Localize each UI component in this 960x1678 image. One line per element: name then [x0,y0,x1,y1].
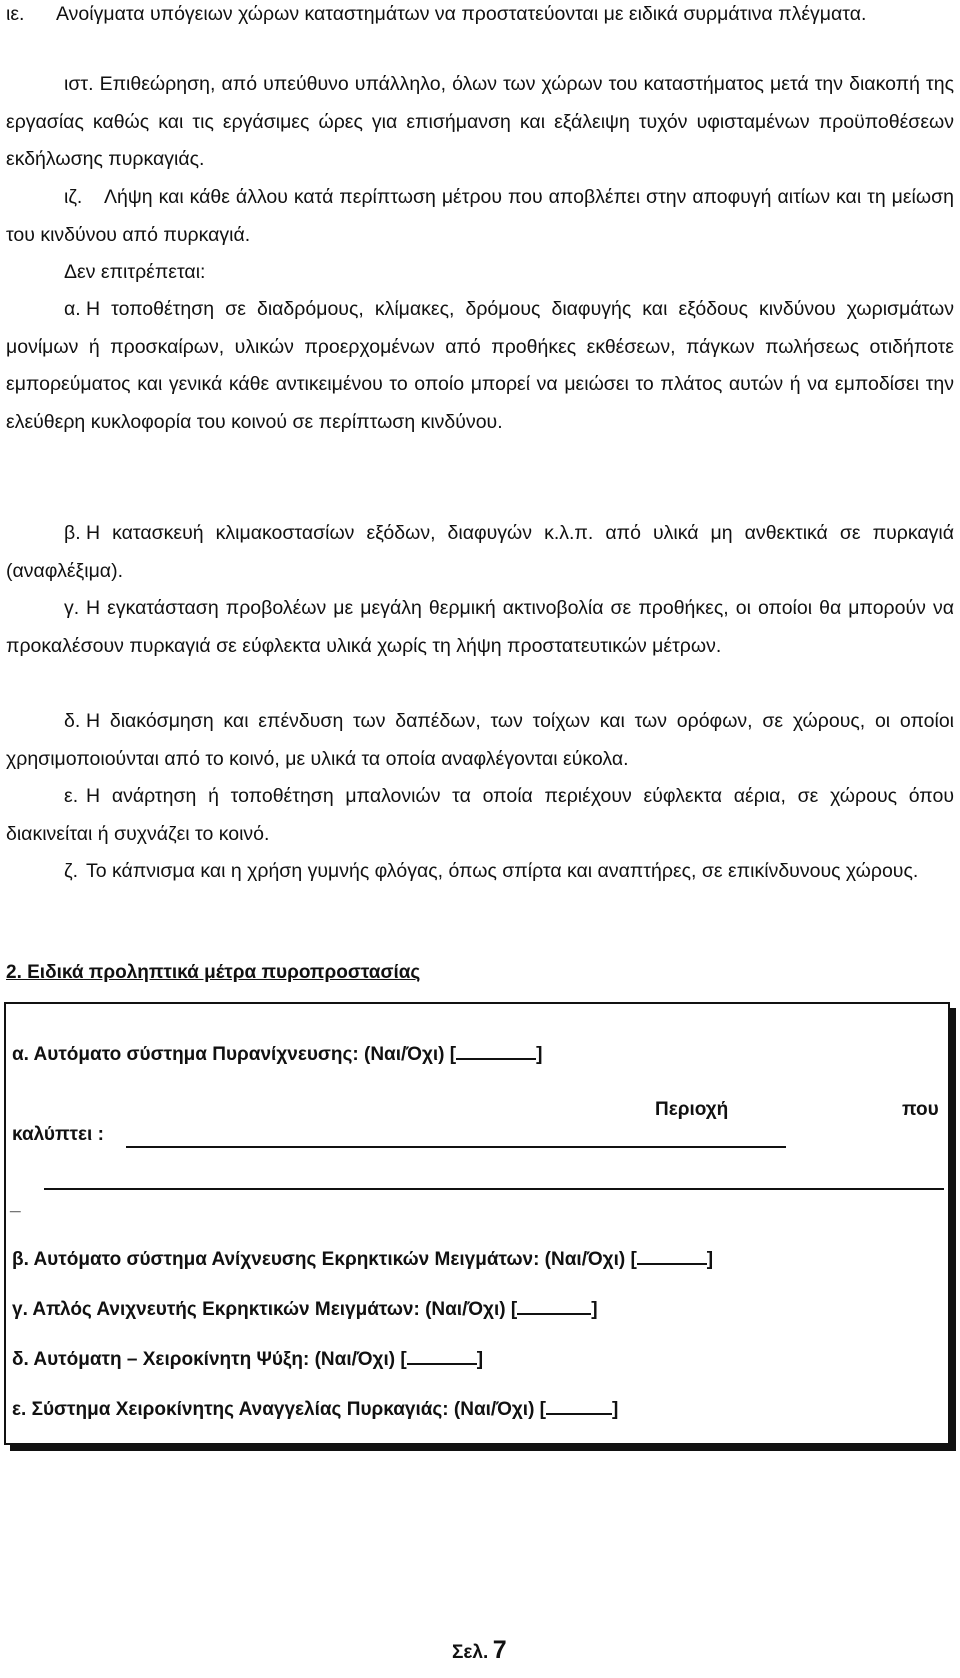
prohibition-b [6,515,954,590]
item-label: ιζ. [64,186,83,208]
item-text: Η τοποθέτηση σε διαδρόμους, κλίμακες, δρόμους διαφυγής και εξόδους κινδύνου χωρισμάτων μονίμων ή προσκαίρων, υλικών προερχομένων από προθήκες εκθέσεων, πάγκων πωλήσεως οτιδήποτε εμπορεύματος και γενικά κάθε αντικειμένου το οποίο μπορεί να μειώσει το πλάτος αυτών ή να εμποδίσει την ελεύθερη κυκλοφορία του κοινού σε περίπτωση κινδύνου. [6,298,954,433]
item-label: γ. [64,597,80,619]
item-text: Η εγκατάσταση προβολέων με μεγάλη θερμική ακτινοβολία σε προθήκες, οι οποίοι θα μπορούν να προκαλέσουν πυρκαγιά σε εύφλεκτα υλικά χωρίς τη λήψη προστατευτικών μέτρων. [6,597,954,657]
item-label: α. [64,298,81,320]
item-ie [6,0,954,34]
form-row-a: α. Αυτόματο σύστημα Πυρανίχνευσης: (Ναι/Όχι) [ ] [12,1044,543,1065]
item-text: Η διακόσμηση και επένδυση των δαπέδων, των τοίχων και των ορόφων, σε χώρους, οι οποίοι χρησιμοποιούνται από το κοινό, με υλικά τα οποία αναφλέγονται εύκολα. [6,710,954,770]
item-text: Ανοίγματα υπόγειων χώρων καταστημάτων να προστατεύονται με ειδικά συρμάτινα πλέγματα. [56,3,867,25]
page-number: Σελ. 7 [452,1636,507,1664]
prohibition-a [6,291,954,441]
form-label-d: δ. Αυτόματη – Χειροκίνητη Ψύξη: (Ναι/Όχι) [ [12,1349,407,1370]
form-covers-label: καλύπτει : [12,1124,104,1145]
prohibition-e [6,778,954,853]
not-allowed-title: Δεν επιτρέπεται: [64,261,206,283]
prohibition-z [6,853,954,891]
form-label-a: α. Αυτόματο σύστημα Πυρανίχνευσης: (Ναι/Όχι) [ [12,1044,457,1065]
form-label-e: ε. Σύστημα Χειροκίνητης Αναγγελίας Πυρκαγιάς: (Ναι/Όχι) [ [12,1399,547,1420]
item-label: β. [64,522,81,544]
item-label: ζ. [64,860,79,882]
answer-field-d[interactable] [407,1362,477,1365]
item-iz [6,179,954,254]
answer-field-c[interactable] [517,1312,591,1315]
item-label: ιστ. [64,73,94,95]
area-word-1: Περιοχή [655,1099,729,1120]
form-row-d: δ. Αυτόματη – Χειροκίνητη Ψύξη: (Ναι/Όχι) [ ] [12,1349,484,1370]
answer-field-b[interactable] [637,1262,707,1265]
item-text: Η ανάρτηση ή τοποθέτηση μπαλονιών τα οποία περιέχουν εύφλεκτα αέρια, σε χώρους όπου διακινείται ή συχνάζει το κοινό. [6,785,954,845]
form-row-c: γ. Απλός Ανιχνευτής Εκρηκτικών Μειγμάτων: (Ναι/Όχι) [ ] [12,1299,598,1320]
item-text: Το κάπνισμα και η χρήση γυμνής φλόγας, όπως σπίρτα και αναπτήρες, σε επικίνδυνους χώρους. [86,860,919,882]
section-2-title: 2. Ειδικά προληπτικά μέτρα πυροπροστασίας [6,962,421,983]
form-row-e: ε. Σύστημα Χειροκίνητης Αναγγελίας Πυρκαγιάς: (Ναι/Όχι) [ ] [12,1399,619,1420]
item-label: ε. [64,785,79,807]
item-text: Επιθεώρηση, από υπεύθυνο υπάλληλο, όλων των χώρων του καταστήματος μετά την διακοπή της εργασίας καθώς και τις εργάσιμες ώρες για επισήμανση και εξάλειψη τυχόν υφισταμένων προϋποθέσεων εκδήλωσης πυρκαγιάς. [6,73,954,170]
answer-field-a[interactable] [456,1057,536,1060]
item-ist [6,66,954,179]
covers-line-2[interactable] [44,1188,944,1190]
covers-line-1[interactable] [126,1146,786,1148]
prohibition-c [6,590,954,665]
item-label: δ. [64,710,81,732]
item-label: ιε. [6,3,25,25]
fire-protection-form [4,1002,950,1445]
item-text: Η κατασκευή κλιμακοστασίων εξόδων, διαφυγών κ.λ.π. από υλικά μη ανθεκτικά σε πυρκαγιά (αναφλέξιμα). [6,522,954,582]
form-row-b: β. Αυτόματο σύστημα Ανίχνευσης Εκρηκτικών Μειγμάτων: (Ναι/Όχι) [ ] [12,1249,714,1270]
stray-underscore: _ [10,1194,21,1215]
item-text: Λήψη και κάθε άλλου κατά περίπτωση μέτρου που αποβλέπει στην αποφυγή αιτίων και τη μείωση του κινδύνου από πυρκαγιά. [6,186,954,246]
area-word-2: που [902,1099,939,1120]
form-label-c: γ. Απλός Ανιχνευτής Εκρηκτικών Μειγμάτων: (Ναι/Όχι) [ [12,1299,518,1320]
answer-field-e[interactable] [546,1412,612,1415]
form-label-b: β. Αυτόματο σύστημα Ανίχνευσης Εκρηκτικών Μειγμάτων: (Ναι/Όχι) [ [12,1249,637,1270]
prohibition-d [6,703,954,778]
